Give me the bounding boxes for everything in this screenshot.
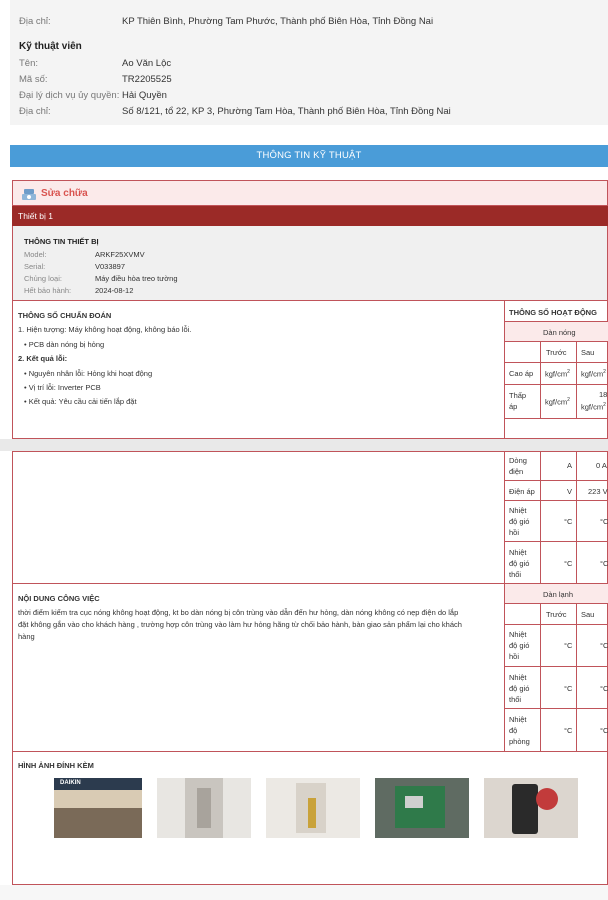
cold-return-before-unit: °C: [564, 641, 573, 650]
unit-sup: 2: [603, 402, 606, 408]
technician-name-value: Ao Văn Lộc: [122, 58, 172, 69]
voltage-unit: V: [567, 487, 573, 496]
table-line: [504, 624, 608, 625]
device-info: [12, 226, 608, 300]
serial-label: Serial:: [24, 262, 46, 271]
unit-text: kgf/cm: [545, 369, 568, 379]
attachment-image-3[interactable]: [266, 778, 360, 838]
warranty-value: 2024-08-12: [95, 286, 134, 295]
warranty-label: Hết bảo hành:: [24, 286, 72, 295]
diagnosis-location: • Vị trí lỗi: Inverter PCB: [24, 383, 101, 392]
model-value: ARKF25XVMV: [95, 250, 145, 259]
room-temp-after-unit: °C: [600, 726, 608, 735]
work-title: NỘI DUNG CÔNG VIỆC: [18, 594, 100, 603]
technician-address-value: Số 8/121, tổ 22, KP 3, Phường Tam Hòa, Thành phố Biên Hòa, Tỉnh Đồng Nai: [122, 106, 451, 117]
before-label: Trước: [546, 348, 567, 357]
hot-out-2: độ gió: [509, 559, 530, 568]
technician-title: Kỹ thuật viên: [19, 41, 82, 52]
unit-text: kgf/cm: [545, 397, 568, 407]
device-bar[interactable]: Thiết bị 1: [12, 206, 608, 226]
low-after-value: 18: [599, 390, 608, 399]
table-vline: [576, 451, 577, 583]
page-footer-gap: [0, 885, 608, 900]
table-line: [504, 541, 608, 542]
cold-out-before-unit: °C: [564, 684, 573, 693]
cold-out-after-unit: °C: [600, 684, 608, 693]
diagnosis-symptom-sub: • PCB dàn nóng bị hỏng: [24, 340, 105, 349]
room-temp-2: độ: [509, 726, 518, 735]
diagnosis-cause: • Nguyên nhân lỗi: Hỏng khi hoạt động: [24, 369, 153, 378]
type-label: Chủng loại:: [24, 274, 62, 283]
hot-return-before-unit: °C: [564, 517, 573, 526]
table-line: [504, 384, 608, 385]
attachment-image-1[interactable]: [54, 778, 142, 838]
technician-address-label: Địa chỉ:: [19, 106, 51, 117]
page-break: [0, 439, 608, 451]
low-pressure-label-1: Thấp: [509, 391, 527, 400]
after-label: Sau: [581, 348, 595, 357]
current-value: 0 A: [596, 461, 607, 470]
customer-address-value: KP Thiên Bình, Phường Tam Phước, Thành phố Biên Hòa, Tỉnh Đồng Nai: [122, 16, 434, 27]
attachment-image-5[interactable]: [484, 778, 578, 838]
hot-out-3: thổi: [509, 570, 522, 579]
table-line: [504, 341, 608, 342]
diagnosis-outcome: • Kết quả: Yêu cầu cải tiến lắp đặt: [24, 397, 137, 406]
cold-out-2: độ gió: [509, 684, 530, 693]
attachment-image-2[interactable]: [157, 778, 251, 838]
hot-unit-label: Dàn nóng: [543, 328, 576, 337]
technician-code-value: TR2205525: [122, 74, 172, 85]
diagnosis-title: THÔNG SỐ CHUẨN ĐOÁN: [18, 311, 112, 320]
unit-text: kgf/cm: [581, 369, 604, 379]
photo-shade: [54, 808, 142, 838]
diagnosis-result-title: 2. Kết quả lỗi:: [18, 354, 68, 363]
cold-return-2: độ gió: [509, 641, 530, 650]
serial-value: V033897: [95, 262, 126, 271]
cold-unit-label: Dàn lạnh: [543, 590, 574, 599]
attachment-image-4[interactable]: [375, 778, 469, 838]
unit-sup: 2: [603, 369, 606, 375]
attachments-title: HÌNH ẢNH ĐÍNH KÈM: [18, 761, 94, 770]
technician-agent-label: Đại lý dịch vụ ủy quyền:: [19, 90, 120, 101]
table-line: [504, 666, 608, 667]
table-line: [504, 418, 608, 419]
technician-code-label: Mã số:: [19, 74, 48, 85]
current-label-1: Dòng: [509, 456, 527, 465]
table-vline: [540, 604, 541, 751]
room-temp-3: phòng: [509, 737, 530, 746]
low-after-unit: [581, 402, 606, 412]
repair-icon: [21, 186, 37, 202]
hot-out-before-unit: °C: [564, 559, 573, 568]
table-vline: [540, 342, 541, 418]
technician-agent-value: Hải Quyền: [122, 90, 167, 101]
cold-return-1: Nhiệt: [509, 630, 527, 639]
table-line: [504, 480, 608, 481]
unit-sup: 2: [567, 397, 570, 403]
repair-label: Sửa chữa: [41, 188, 88, 199]
hot-return-3: hồi: [509, 528, 520, 537]
device-info-title: THÔNG TIN THIẾT BỊ: [24, 237, 99, 246]
table-vline: [576, 342, 577, 418]
current-label-2: điện: [509, 467, 524, 476]
high-before-unit: [545, 369, 570, 379]
hot-return-2: độ gió: [509, 517, 530, 526]
table-line: [504, 603, 608, 604]
type-value: Máy điều hòa treo tường: [95, 274, 178, 283]
cold-out-1: Nhiệt: [509, 673, 527, 682]
room-temp-before-unit: °C: [564, 726, 573, 735]
hot-out-1: Nhiệt: [509, 548, 527, 557]
hot-return-1: Nhiệt: [509, 506, 527, 515]
low-pressure-label-2: áp: [509, 402, 518, 411]
model-label: Model:: [24, 250, 47, 259]
low-before-unit: [545, 397, 570, 407]
work-line-1: thời điểm kiểm tra cục nóng không hoạt động, kt bo dàn nóng bị côn trùng vào dẫn đến hư hỏng, dàn nóng không có nẹp điện do lắp: [18, 608, 459, 617]
table-vline: [576, 604, 577, 751]
table-vline: [540, 451, 541, 583]
cold-return-3: hồi: [509, 652, 520, 661]
cold-after-label: Sau: [581, 610, 595, 619]
repair-header: [12, 180, 608, 206]
photo-meter: [512, 784, 538, 834]
voltage-value: 223 V: [588, 487, 608, 496]
current-unit: A: [567, 461, 573, 470]
daikin-text: DAIKIN: [60, 780, 81, 786]
table-line: [504, 500, 608, 501]
photo-gauge: [536, 788, 558, 810]
technical-info-header: THÔNG TIN KỸ THUẬT: [10, 145, 608, 167]
photo-part: [308, 798, 316, 828]
operation-title: THÔNG SỐ HOẠT ĐỘNG: [509, 308, 597, 317]
high-pressure-label: Cao áp: [509, 369, 534, 378]
table-line: [504, 362, 608, 363]
work-line-2: đặt không gắn vào cho khách hàng , trường hợp côn trùng vào làm hư hỏng hãng từ chối bảo hành, bàn giao sản phẩm lại cho khách: [18, 620, 462, 629]
hot-out-after-unit: °C: [600, 559, 608, 568]
room-temp-1: Nhiệt: [509, 715, 527, 724]
customer-address-label: Địa chỉ:: [19, 16, 51, 27]
unit-sup: 2: [567, 369, 570, 375]
section-line: [12, 751, 608, 752]
photo-part: [405, 796, 423, 808]
voltage-label: Điện áp: [509, 487, 535, 496]
info-panel: [10, 0, 608, 125]
technician-name-label: Tên:: [19, 58, 39, 69]
photo-part: [197, 788, 211, 828]
unit-text: kgf/cm: [581, 402, 604, 412]
diagnosis-symptom: 1. Hiện tượng: Máy không hoạt động, không báo lỗi.: [18, 325, 192, 334]
cold-return-after-unit: °C: [600, 641, 608, 650]
table-line: [504, 708, 608, 709]
cold-out-3: thổi: [509, 695, 522, 704]
work-line-3: hàng: [18, 632, 35, 641]
high-after-unit: [581, 369, 606, 379]
cold-before-label: Trước: [546, 610, 567, 619]
hot-return-after-unit: °C: [600, 517, 608, 526]
